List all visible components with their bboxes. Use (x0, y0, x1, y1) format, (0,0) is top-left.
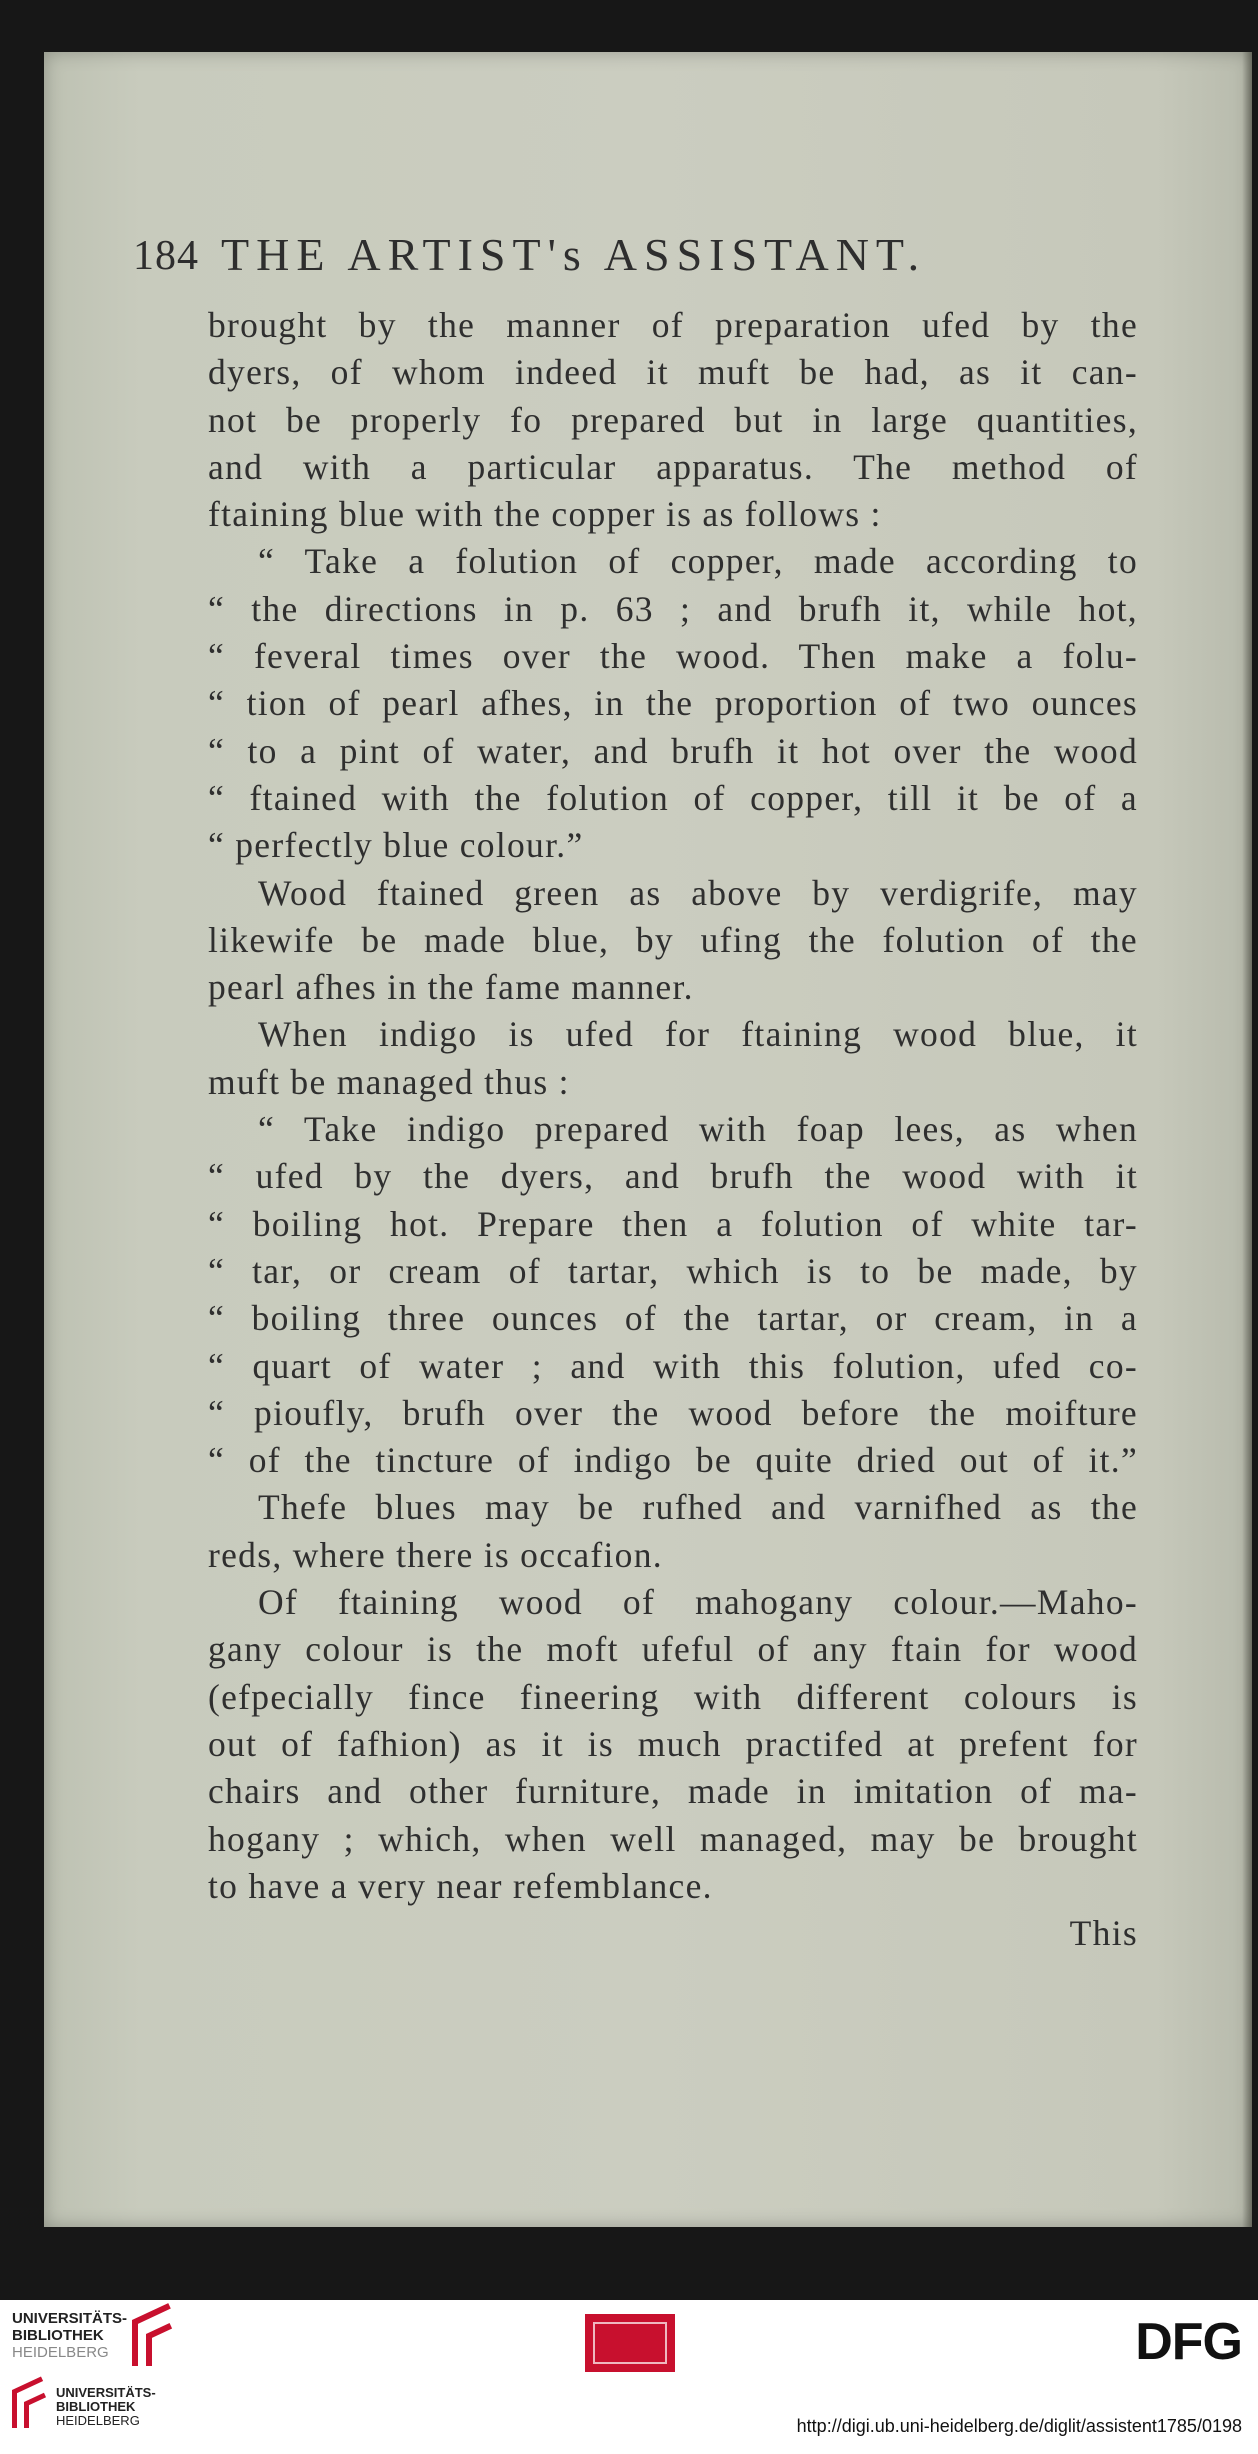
text-line: When indigo is ufed for ftaining wood blue, it (258, 1014, 1138, 1055)
catchword: This (1069, 1913, 1138, 1954)
text-line: “ ufed by the dyers, and brufh the wood with it (208, 1156, 1138, 1197)
text-line: “ feveral times over the wood. Then make a folu- (208, 636, 1138, 677)
text-line: “ ftained with the folution of copper, till it be of a (208, 777, 1138, 818)
text-line: “ boiling hot. Prepare then a folution of white tar- (208, 1203, 1138, 1244)
page-edge-shadow (1242, 52, 1252, 2227)
text-line: out of fafhion) as it is much practifed at prefent for (208, 1723, 1138, 1764)
library-mark-icon (132, 2310, 180, 2366)
text-line: hogany ; which, when well managed, may be brought (208, 1818, 1138, 1859)
text-line: Wood ftained green as above by verdigrife, may (258, 872, 1138, 913)
logo-text-line: UNIVERSITÄTS- (12, 2310, 128, 2327)
running-head: THE ARTIST's ASSISTANT. (221, 229, 927, 280)
text-line: “ Take indigo prepared with foap lees, as when (258, 1109, 1138, 1150)
text-line: not be properly fo prepared but in large quantities, (208, 399, 1138, 440)
text-line: “ the directions in p. 63 ; and brufh it, while hot, (208, 588, 1138, 629)
text-line: “ quart of water ; and with this folution, ufed co- (208, 1345, 1138, 1386)
text-line: Thefe blues may be rufhed and varnifhed as the (258, 1487, 1138, 1528)
text-line: gany colour is the moft ufeful of any ftain for wood (208, 1629, 1138, 1670)
logo-text-line: HEIDELBERG (12, 2344, 109, 2361)
permalink-url[interactable]: http://digi.ub.uni-heidelberg.de/diglit/assistent1785/0198 (796, 2416, 1242, 2436)
logo-text-line: BIBLIOTHEK (56, 2399, 136, 2414)
body-text (208, 302, 1138, 1957)
text-line: likewife be made blue, by ufing the folution of the (208, 919, 1138, 960)
text-line: ftaining blue with the copper is as follows : (208, 494, 882, 535)
text-line: “ to a pint of water, and brufh it hot over the wood (208, 730, 1138, 771)
library-mark-icon (12, 2382, 50, 2428)
logo-text-line: UNIVERSITÄTS- (56, 2385, 156, 2400)
text-line: and with a particular apparatus. The method of (208, 446, 1138, 487)
library-logo[interactable] (12, 2310, 127, 2361)
text-line: “ boiling three ounces of the tartar, or cream, in a (208, 1298, 1138, 1339)
text-line: pearl afhes in the fame manner. (208, 967, 694, 1008)
text-line: dyers, of whom indeed it muft be had, as it can- (208, 352, 1138, 393)
text-line: “ pioufly, brufh over the wood before the moifture (208, 1392, 1138, 1433)
page-header (133, 228, 1143, 294)
text-line: reds, where there is occafion. (208, 1534, 663, 1575)
text-line: (efpecially fince fineering with different colours is (208, 1676, 1138, 1717)
text-line: “ of the tincture of indigo be quite dried out of it.” (208, 1440, 1138, 1481)
text-line: “ Take a folution of copper, made according to (258, 541, 1138, 582)
text-line: “ tion of pearl afhes, in the proportion of two ounces (208, 683, 1138, 724)
text-line: Of ftaining wood of mahogany colour.—Maho- (258, 1582, 1138, 1623)
text-line: muft be managed thus : (208, 1061, 570, 1102)
footer-bar (0, 2300, 1258, 2454)
text-line: to have a very near refemblance. (208, 1865, 713, 1906)
text-line: “ perfectly blue colour.” (208, 825, 584, 866)
text-line: brought by the manner of preparation ufed by the (208, 305, 1138, 345)
logo-text-line: BIBLIOTHEK (12, 2327, 104, 2344)
page-number: 184 (133, 233, 199, 279)
dfg-logo[interactable]: DFG (1135, 2313, 1242, 2371)
logo-text-line: HEIDELBERG (56, 2413, 140, 2428)
text-line: “ tar, or cream of tartar, which is to be made, by (208, 1250, 1138, 1291)
book-stamp-icon (585, 2314, 675, 2372)
text-line: chairs and other furniture, made in imitation of ma- (208, 1771, 1138, 1812)
